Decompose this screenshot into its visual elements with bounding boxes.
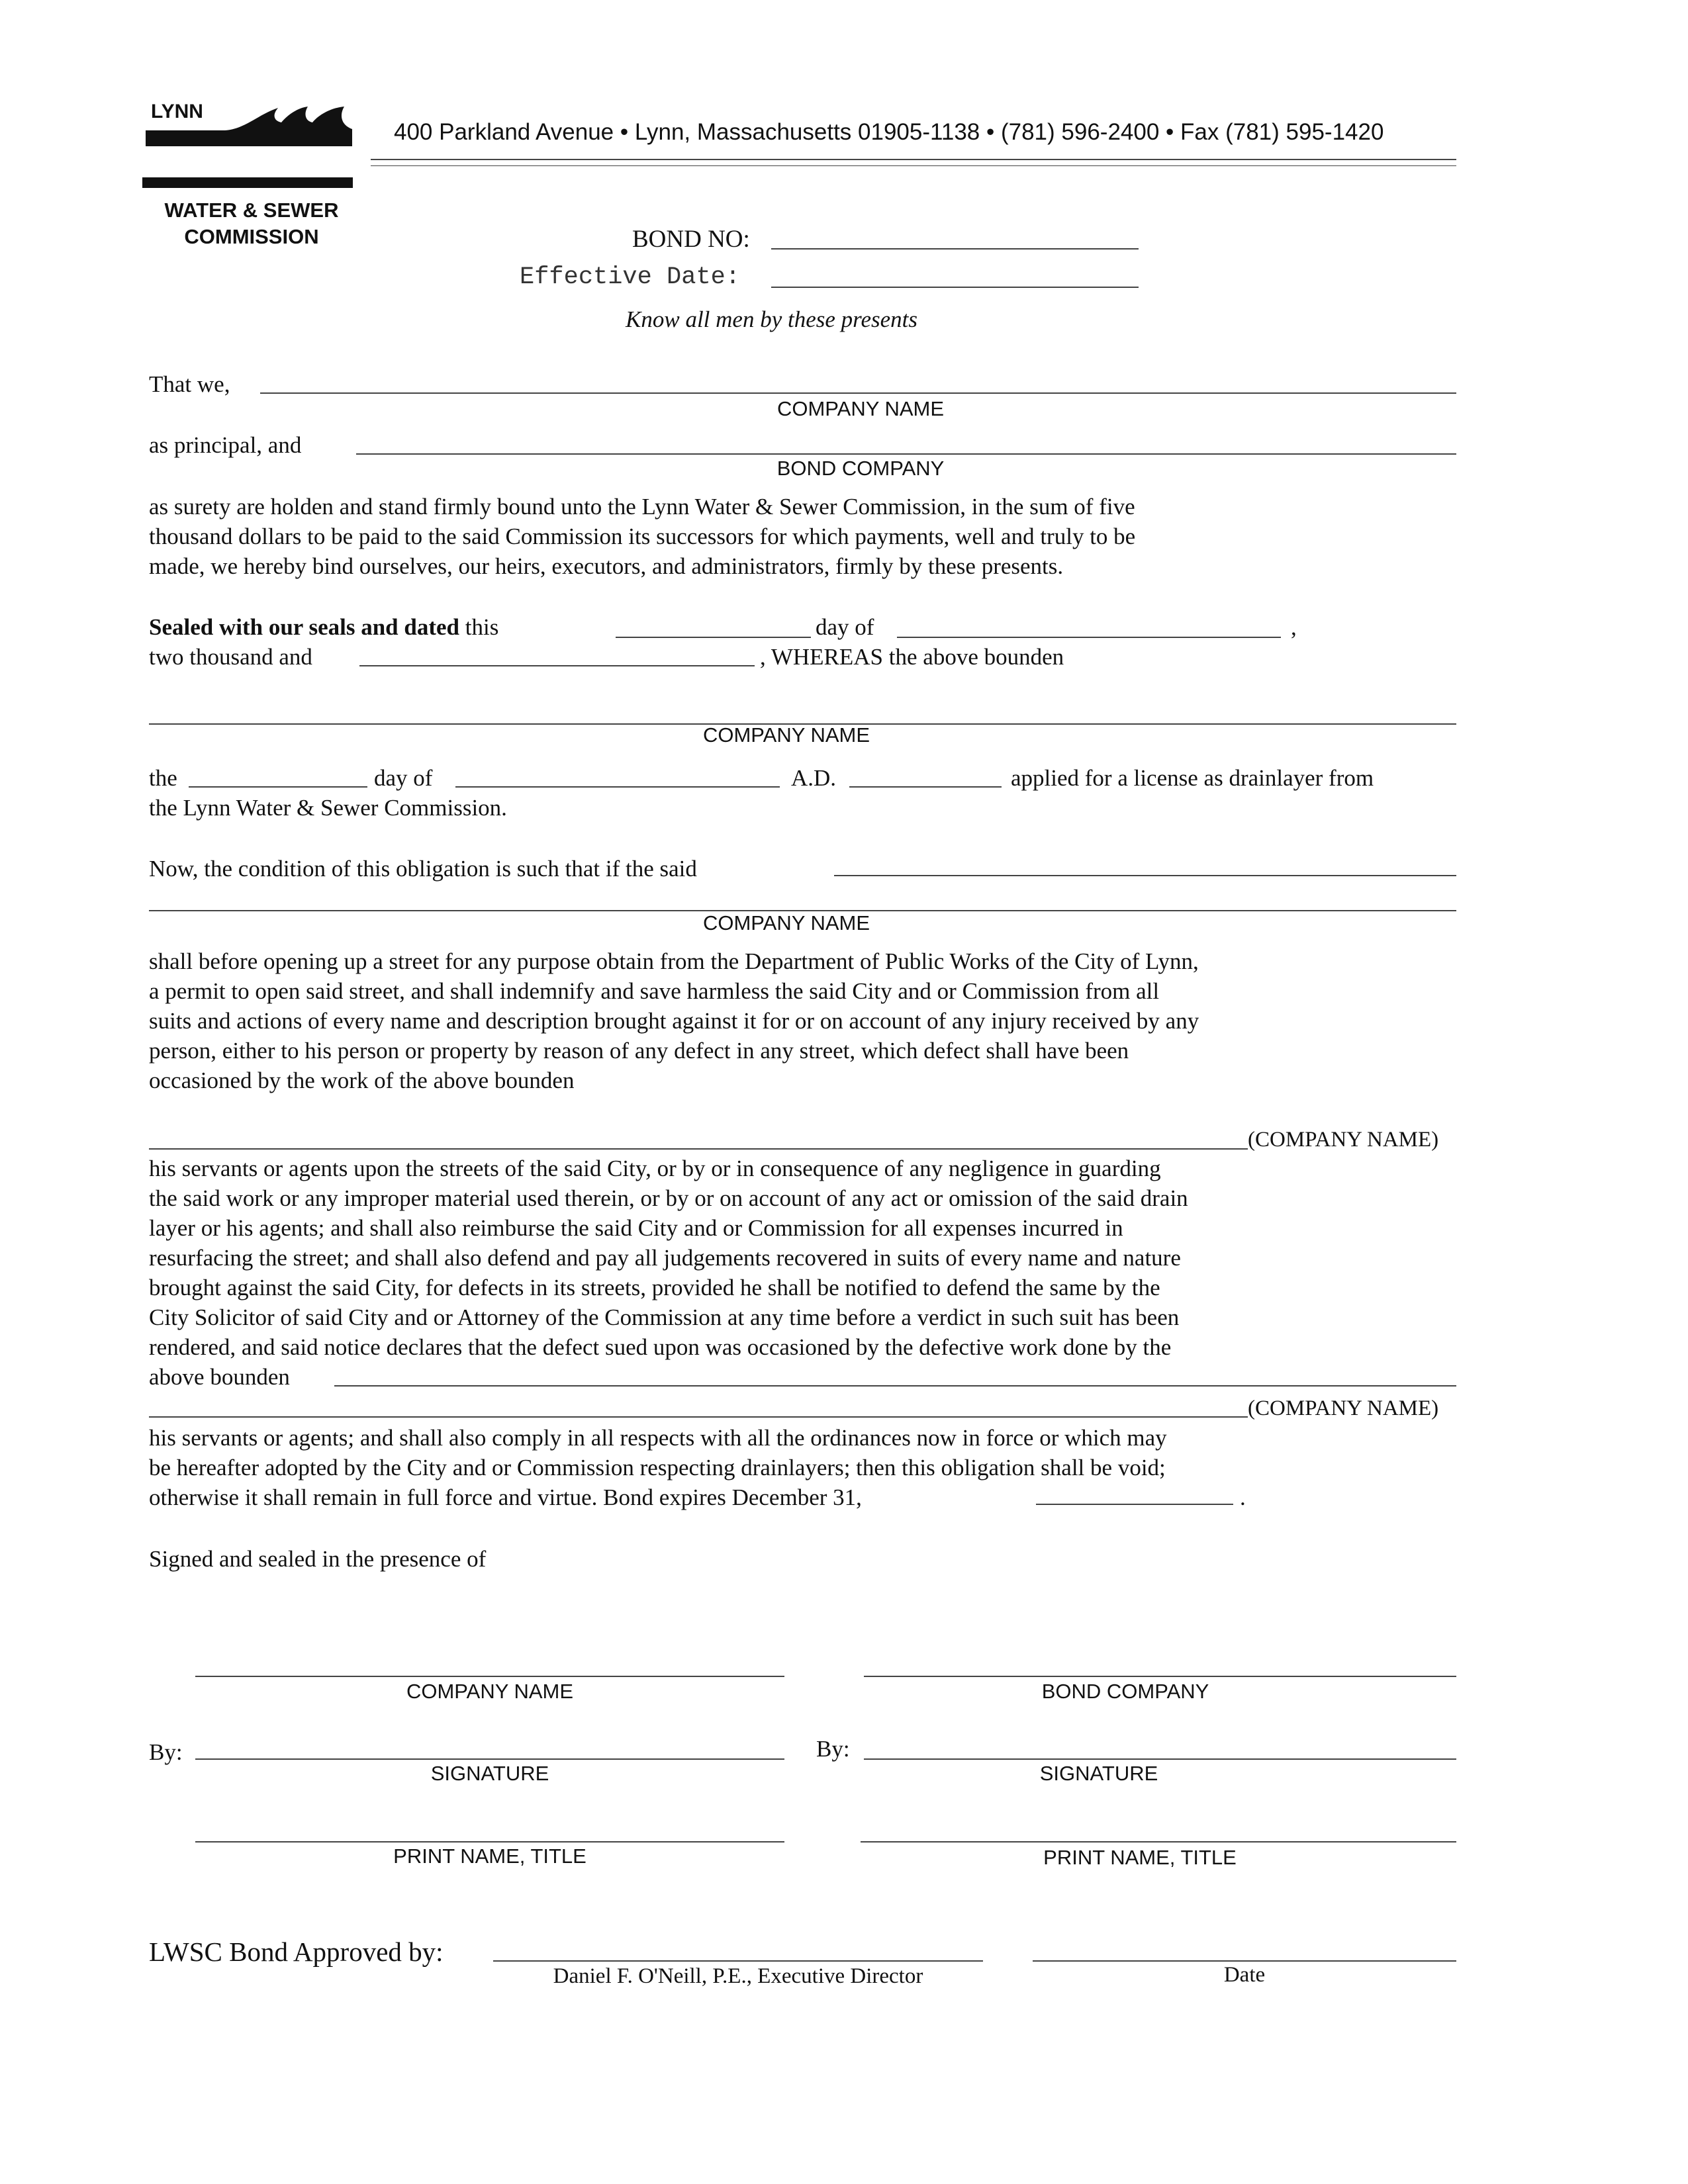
- bounden-company-field-2a[interactable]: [334, 1385, 1456, 1387]
- final-line: be hereafter adopted by the City and or Commission respecting drainlayers; then this obligation shall be void;: [149, 1455, 1166, 1480]
- sealed-day-field[interactable]: [616, 637, 811, 638]
- sig-bond-company-field[interactable]: [864, 1676, 1456, 1677]
- license-day-field[interactable]: [189, 786, 367, 788]
- approval-date-field[interactable]: [1033, 1960, 1456, 1962]
- sealed-this-text: this: [465, 614, 499, 640]
- sealed-month-field[interactable]: [897, 637, 1281, 638]
- sealed-day-of: day of: [816, 614, 874, 640]
- logo-bar: [142, 177, 353, 188]
- final-paragraph: [149, 1423, 1167, 1512]
- by-label-right: By:: [816, 1736, 850, 1762]
- servants-line: the said work or any improper material used therein, or by or on account of any act or omission of the said drain: [149, 1185, 1188, 1211]
- effective-date-field[interactable]: [771, 287, 1139, 288]
- signed-sealed-text: Signed and sealed in the presence of: [149, 1546, 487, 1572]
- company-name-paren-2: (COMPANY NAME): [1248, 1396, 1439, 1420]
- logo-bottom-text-2: COMMISSION: [184, 225, 319, 248]
- right-print-name-field[interactable]: [861, 1841, 1456, 1843]
- sig-bond-company-caption: BOND COMPANY: [1041, 1680, 1209, 1703]
- license-month-field[interactable]: [455, 786, 780, 788]
- bounden-company-field-1[interactable]: [149, 1148, 1248, 1150]
- final-period: .: [1240, 1484, 1246, 1510]
- company-name-caption: COMPANY NAME: [776, 397, 945, 420]
- surety-paragraph: [149, 492, 1135, 581]
- principal-company-field[interactable]: [260, 392, 1456, 394]
- header-rule-top: [371, 159, 1456, 160]
- license-line2: the Lynn Water & Sewer Commission.: [149, 795, 507, 821]
- servants-line: layer or his agents; and shall also reimburse the said City and or Commission for all expenses incurred in: [149, 1215, 1123, 1241]
- servants-line: City Solicitor of said City and or Attorney of the Commission at any time before a verdict in such suit has been: [149, 1304, 1180, 1330]
- left-signature-field[interactable]: [195, 1758, 784, 1760]
- condition-text: Now, the condition of this obligation is such that if the said: [149, 856, 697, 882]
- as-principal-label: as principal, and: [149, 432, 302, 458]
- license-the: the: [149, 765, 177, 791]
- license-day-of: day of: [374, 765, 433, 791]
- servants-line: brought against the said City, for defects in its streets, provided he shall be notified to defend the same by the: [149, 1275, 1160, 1300]
- final-line: otherwise it shall remain in full force and virtue. Bond expires December 31,: [149, 1484, 862, 1510]
- whereas-text: , WHEREAS the above bounden: [760, 644, 1064, 670]
- right-signature-field[interactable]: [864, 1758, 1456, 1760]
- bond-no-label: BOND NO:: [632, 226, 750, 253]
- right-signature-caption: SIGNATURE: [1039, 1762, 1158, 1785]
- approval-signature-field[interactable]: [493, 1960, 983, 1962]
- approval-date-caption: Date: [1223, 1963, 1266, 1987]
- surety-line: made, we hereby bind ourselves, our heirs, executors, and administrators, firmly by these presents.: [149, 553, 1064, 579]
- sealed-dated-line: [149, 612, 498, 642]
- sig-company-name-caption: COMPANY NAME: [406, 1680, 574, 1703]
- left-print-name-caption: PRINT NAME, TITLE: [393, 1844, 586, 1868]
- bond-no-field[interactable]: [771, 248, 1139, 250]
- bond-expires-field[interactable]: [1036, 1504, 1233, 1505]
- permit-line: shall before opening up a street for any purpose obtain from the Department of Public Works of the City of Lynn,: [149, 948, 1199, 974]
- header-rule-bottom: [371, 165, 1456, 166]
- header-address: 400 Parkland Avenue • Lynn, Massachusetts 01905-1138 • (781) 596-2400 • Fax (781) 595-1420: [394, 119, 1384, 145]
- know-all-men: Know all men by these presents: [626, 306, 918, 332]
- permit-line: person, either to his person or property by reason of any defect in any street, which defect shall have been: [149, 1038, 1129, 1064]
- bond-company-caption: BOND COMPANY: [776, 457, 945, 480]
- left-signature-caption: SIGNATURE: [430, 1762, 549, 1785]
- that-we-label: That we,: [149, 371, 230, 397]
- servants-line: rendered, and said notice declares that the defect sued upon was occasioned by the defective work done by the: [149, 1334, 1172, 1360]
- condition-company-caption: COMPANY NAME: [702, 911, 870, 934]
- servants-paragraph: [149, 1154, 1188, 1362]
- permit-line: a permit to open said street, and shall indemnify and save harmless the said City and or Commission from all: [149, 978, 1160, 1004]
- servants-line: resurfacing the street; and shall also defend and pay all judgements recovered in suits of every name and nature: [149, 1245, 1181, 1271]
- surety-line: thousand dollars to be paid to the said Commission its successors for which payments, well and truly to be: [149, 523, 1136, 549]
- bond-company-field[interactable]: [356, 453, 1456, 455]
- permit-line: occasioned by the work of the above bounden: [149, 1068, 575, 1093]
- approval-label: LWSC Bond Approved by:: [149, 1936, 444, 1967]
- sealed-comma: ,: [1291, 614, 1297, 640]
- permit-paragraph: [149, 946, 1199, 1095]
- license-ad: A.D.: [791, 765, 837, 791]
- approval-director-name: Daniel F. O'Neill, P.E., Executive Director: [553, 1964, 923, 1988]
- license-applied-text: applied for a license as drainlayer from: [1011, 765, 1374, 791]
- logo-top-text: LYNN: [151, 101, 203, 122]
- servants-line: his servants or agents upon the streets of the said City, or by or in consequence of any negligence in guarding: [149, 1156, 1161, 1181]
- sealed-bold-text: Sealed with our seals and dated: [149, 614, 460, 640]
- bounden-company-field-2b[interactable]: [149, 1416, 1248, 1418]
- right-print-name-caption: PRINT NAME, TITLE: [1043, 1846, 1237, 1869]
- by-label-left: By:: [149, 1739, 183, 1765]
- wave-logo-icon: [146, 103, 354, 149]
- logo-bottom-text-1: WATER & SEWER: [164, 199, 339, 222]
- final-line: his servants or agents; and shall also comply in all respects with all the ordinances now in force or which may: [149, 1425, 1167, 1451]
- permit-line: suits and actions of every name and description brought against it for or on account of any injury received by any: [149, 1008, 1199, 1034]
- sig-company-name-field[interactable]: [195, 1676, 784, 1677]
- license-company-caption: COMPANY NAME: [702, 723, 870, 747]
- left-print-name-field[interactable]: [195, 1841, 784, 1843]
- year-field[interactable]: [359, 665, 755, 666]
- license-year-field[interactable]: [849, 786, 1002, 788]
- two-thousand-label: two thousand and: [149, 644, 312, 670]
- above-bounden-text: above bounden: [149, 1364, 290, 1390]
- effective-date-label: Effective Date:: [520, 263, 741, 291]
- company-name-paren-1: (COMPANY NAME): [1248, 1128, 1439, 1152]
- condition-company-field[interactable]: [834, 875, 1456, 876]
- surety-line: as surety are holden and stand firmly bound unto the Lynn Water & Sewer Commission, in the sum of five: [149, 494, 1135, 520]
